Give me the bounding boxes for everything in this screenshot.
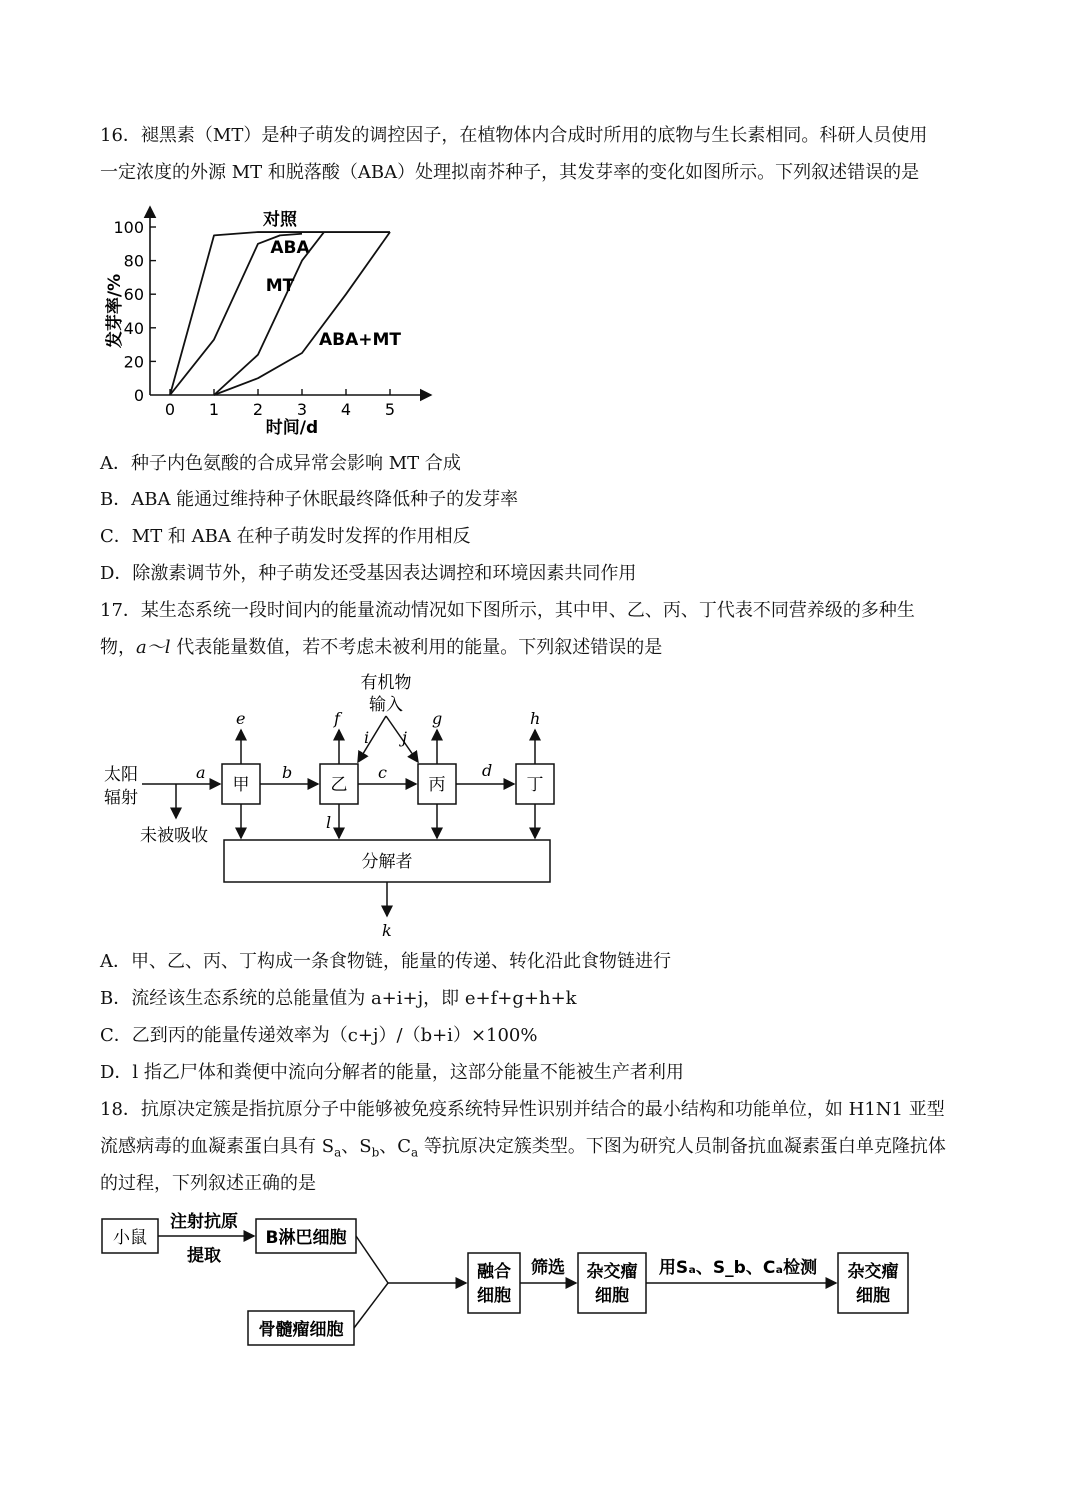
q18-line2-b: 、S <box>341 1136 372 1157</box>
label-j: j <box>402 728 407 747</box>
q18-stem-line3: 的过程，下列叙述正确的是 <box>100 1173 316 1194</box>
q17-option-b: B．流经该生态系统的总能量值为 a+i+j，即 e+f+g+h+k <box>100 988 577 1009</box>
x-tick-label: 4 <box>340 400 352 419</box>
not-absorbed-label: 未被吸收 <box>140 826 208 846</box>
label-c: c <box>378 763 387 782</box>
merge-line-bottom <box>354 1283 388 1328</box>
q16-stem-line2: 一定浓度的外源 MT 和脱落酸（ABA）处理拟南芥种子，其发芽率的变化如图所示。下列叙述错误的是 <box>100 162 920 183</box>
x-tick-label: 2 <box>252 400 264 419</box>
label-l: l <box>326 813 332 832</box>
q17-stem-line1: 17．某生态系统一段时间内的能量流动情况如下图所示，其中甲、乙、丙、丁代表不同营养级的多种生 <box>100 600 915 621</box>
screen-label: 筛选 <box>531 1258 565 1278</box>
y-tick-label: 60 <box>123 285 144 305</box>
label-f: f <box>334 709 340 728</box>
q17-stem-line2-pre: 物， <box>100 637 136 658</box>
merge-line-top <box>356 1236 388 1283</box>
x-tick-label: 5 <box>384 400 396 419</box>
label-g: g <box>432 709 443 728</box>
q18-sub-c: a <box>411 1145 419 1160</box>
box-jia-label: 甲 <box>232 775 250 795</box>
extract-label: 提取 <box>187 1246 221 1266</box>
box-bing-label: 丙 <box>428 775 446 795</box>
q18-stem-line2 <box>100 1135 946 1165</box>
q17-option-a: A．甲、乙、丙、丁构成一条食物链，能量的传递、转化沿此食物链进行 <box>100 951 671 972</box>
label-h: h <box>530 709 541 728</box>
q16-option-b: B．ABA 能通过维持种子休眠最终降低种子的发芽率 <box>100 489 519 510</box>
q16-option-a: A．种子内色氨酸的合成异常会影响 MT 合成 <box>100 453 461 474</box>
label-b: b <box>282 763 293 782</box>
y-tick-label: 0 <box>133 386 144 405</box>
series-label-4: ABA+MT <box>318 330 402 350</box>
q17-option-d: D．l 指乙尸体和粪便中流向分解者的能量，这部分能量不能被生产者利用 <box>100 1062 684 1083</box>
label-d: d <box>482 761 493 780</box>
sun-label-2: 辐射 <box>104 788 138 808</box>
energy-flow-diagram <box>96 668 576 948</box>
hybrid-label-1: 杂交瘤 <box>586 1262 638 1282</box>
q18-sub-a: a <box>334 1145 342 1160</box>
decomposer-label: 分解者 <box>361 852 413 872</box>
antibody-flow-diagram <box>98 1205 938 1355</box>
mouse-label: 小鼠 <box>113 1228 147 1248</box>
myeloma-label: 骨髓瘤细胞 <box>258 1320 344 1340</box>
y-tick-label: 20 <box>123 352 144 372</box>
q17-var-range: a～l <box>136 637 171 658</box>
detect-label: 用Sₐ、S_b、Cₐ检测 <box>658 1258 818 1278</box>
q17-stem-line2 <box>100 636 662 660</box>
x-tick-label: 3 <box>296 400 308 419</box>
q17-option-c: C．乙到丙的能量传递效率为（c+j）/（b+i）×100% <box>100 1025 538 1046</box>
label-e: e <box>236 709 246 728</box>
y-tick-label: 100 <box>113 218 144 237</box>
box-yi-label: 乙 <box>330 775 348 795</box>
q17-stem-line2-post: 代表能量数值，若不考虑未被利用的能量。下列叙述错误的是 <box>170 637 663 658</box>
b-cell-label: B淋巴细胞 <box>265 1228 347 1248</box>
q16-option-c: C．MT 和 ABA 在种子萌发时发挥的作用相反 <box>100 526 471 547</box>
series-label-2: ABA <box>270 238 310 258</box>
x-tick-label: 0 <box>164 400 176 419</box>
y-axis-label: 发芽率/% <box>105 273 125 349</box>
x-axis-label: 时间/d <box>265 418 319 438</box>
series-label-3: MT <box>265 276 295 296</box>
organic-input-label-1: 有机物 <box>360 673 412 693</box>
label-k: k <box>382 921 392 940</box>
final-hybrid-label-1: 杂交瘤 <box>847 1262 899 1282</box>
series-label-1: 对照 <box>263 210 297 230</box>
germination-chart <box>96 195 456 445</box>
final-hybrid-label-2: 细胞 <box>856 1286 890 1306</box>
q18-line2-d: 等抗原决定簇类型。下图为研究人员制备抗血凝素蛋白单克隆抗体 <box>418 1136 946 1157</box>
y-tick-label: 80 <box>123 251 144 271</box>
label-a: a <box>196 763 206 782</box>
inject-label: 注射抗原 <box>170 1212 238 1232</box>
q18-stem-line1: 18．抗原决定簇是指抗原分子中能够被免疫系统特异性识别并结合的最小结构和功能单位，如 H1N1 亚型 <box>100 1099 945 1120</box>
q18-sub-b: b <box>371 1145 380 1160</box>
sun-label-1: 太阳 <box>104 765 138 785</box>
label-i: i <box>364 728 370 747</box>
hybrid-label-2: 细胞 <box>595 1286 629 1306</box>
organic-input-label-2: 输入 <box>369 695 403 715</box>
y-tick-label: 40 <box>123 318 144 338</box>
q16-stem-line1: 16．褪黑素（MT）是种子萌发的调控因子，在植物体内合成时所用的底物与生长素相同。科研人员使用 <box>100 125 928 146</box>
fused-label-2: 细胞 <box>477 1286 511 1306</box>
q16-option-d: D．除激素调节外，种子萌发还受基因表达调控和环境因素共同作用 <box>100 563 637 584</box>
x-tick-label: 1 <box>208 400 220 419</box>
arrow-i <box>358 716 386 762</box>
box-ding-label: 丁 <box>526 775 544 795</box>
q18-line2-a: 流感病毒的血凝素蛋白具有 S <box>100 1136 335 1157</box>
fused-label-1: 融合 <box>477 1262 511 1282</box>
q18-line2-c: 、C <box>379 1136 412 1157</box>
